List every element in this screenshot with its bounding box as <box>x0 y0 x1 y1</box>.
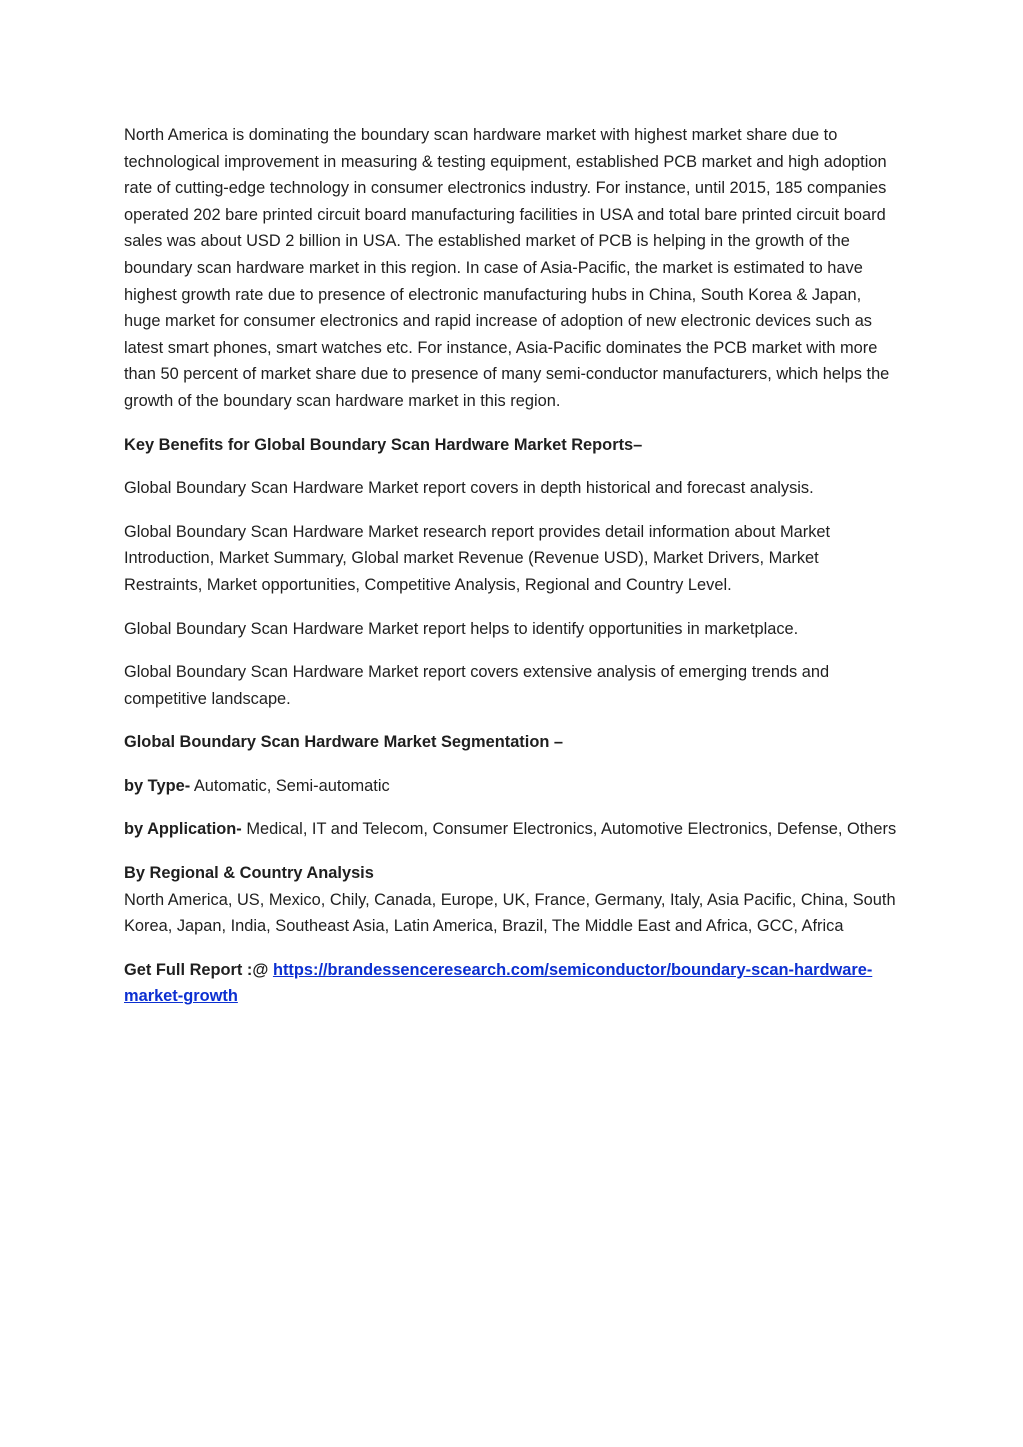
benefit-paragraph: Global Boundary Scan Hardware Market report covers extensive analysis of emerging trends and competitive landscape. <box>124 663 830 708</box>
segmentation-heading: Global Boundary Scan Hardware Market Segmentation – <box>124 733 564 752</box>
full-report-link[interactable]: https://brandessenceresearch.com/semiconductor/boundary-scan-hardware-market-growth <box>124 960 873 1006</box>
full-report-line <box>124 957 899 1010</box>
regional-block <box>124 860 899 940</box>
full-report-label: Get Full Report :@ <box>124 960 273 979</box>
by-application-label: by Application- <box>124 820 242 839</box>
key-benefits-heading: Key Benefits for Global Boundary Scan Hardware Market Reports– <box>124 435 643 454</box>
by-type-value: Automatic, Semi-automatic <box>190 776 390 795</box>
regional-value: North America, US, Mexico, Chily, Canada, Europe, UK, France, Germany, Italy, Asia Pacific, China, South Korea, Japan, India, Southeast Asia, Latin America, Brazil, The Middle East and Africa, GCC, Africa <box>124 890 896 936</box>
regional-label: By Regional & Country Analysis <box>124 864 374 883</box>
by-application-line <box>124 816 899 843</box>
benefit-paragraph: Global Boundary Scan Hardware Market report covers in depth historical and forecast analysis. <box>124 479 814 498</box>
by-type-line <box>124 773 899 800</box>
by-type-label: by Type- <box>124 776 191 795</box>
document-page <box>124 122 899 1027</box>
by-application-value: Medical, IT and Telecom, Consumer Electronics, Automotive Electronics, Defense, Others <box>241 820 897 839</box>
benefit-paragraph: Global Boundary Scan Hardware Market research report provides detail information about Market Introduction, Market Summary, Global market Revenue (Revenue USD), Market Drivers, Market Restraints, Market opportunities, Competitive Analysis, Regional and Country Level. <box>124 522 831 594</box>
benefit-paragraph: Global Boundary Scan Hardware Market report helps to identify opportunities in marketplace. <box>124 619 799 638</box>
intro-paragraph: North America is dominating the boundary scan hardware market with highest market share due to technological improvement in measuring & testing equipment, established PCB market and high adoption rate of cutting-edge technology in consumer electronics industry. For instance, until 2015, 185 companies operated 202 bare printed circuit board manufacturing facilities in USA and total bare printed circuit board sales was about USD 2 billion in USA. The established market of PCB is helping in the growth of the boundary scan hardware market in this region. In case of Asia-Pacific, the market is estimated to have highest growth rate due to presence of electronic manufacturing hubs in China, South Korea & Japan, huge market for consumer electronics and rapid increase of adoption of new electronic devices such as latest smart phones, smart watches etc. For instance, Asia-Pacific dominates the PCB market with more than 50 percent of market share due to presence of many semi-conductor manufacturers, which helps the growth of the boundary scan hardware market in this region. <box>124 126 890 410</box>
